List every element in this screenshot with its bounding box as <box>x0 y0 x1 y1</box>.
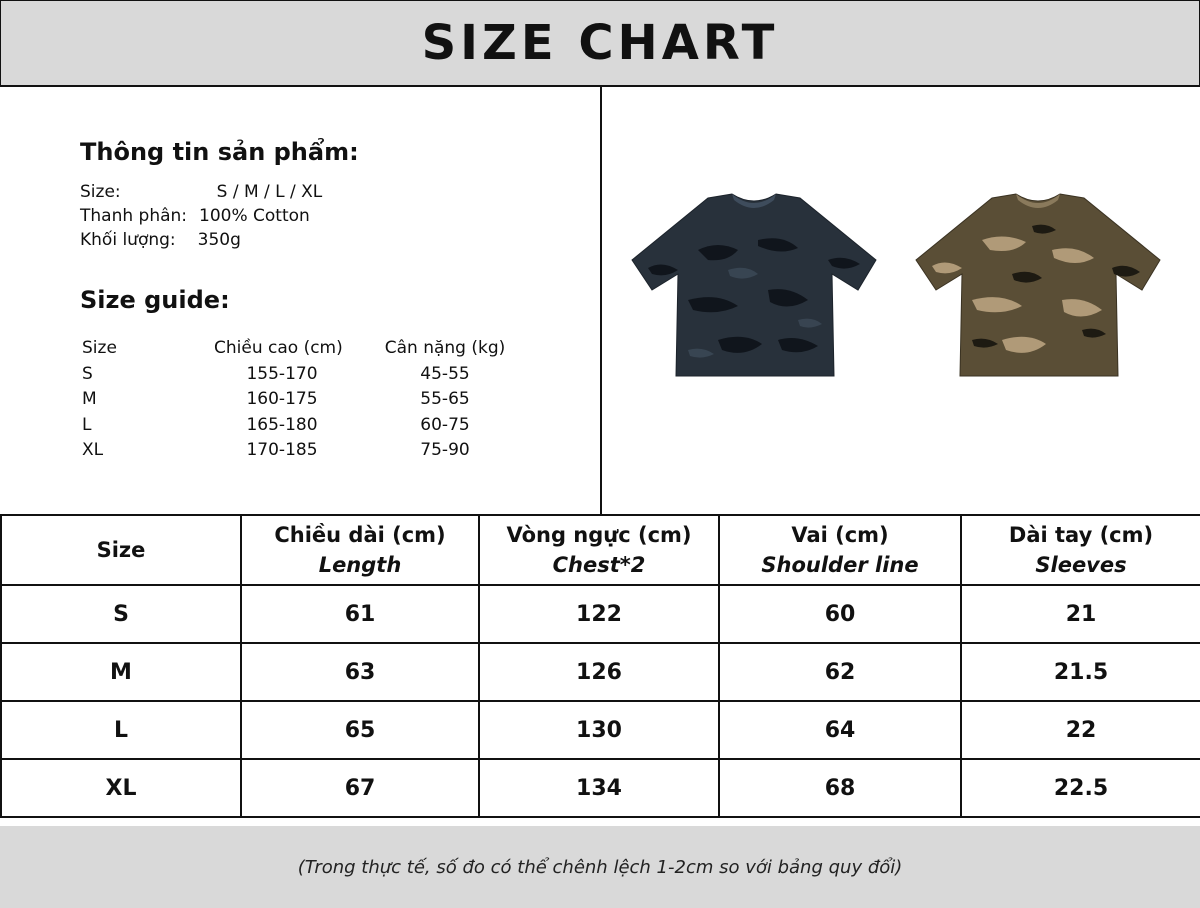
guide-cell: 75-90 <box>420 440 470 460</box>
guide-cell: 170-185 <box>246 440 318 460</box>
header-cell-size <box>1 515 241 585</box>
title-banner <box>0 0 1200 87</box>
product-specs <box>80 180 580 252</box>
header-sublabel: Sleeves <box>1035 553 1127 577</box>
size-guide-row <box>80 438 580 464</box>
header-label: Vòng ngực (cm) <box>506 523 692 547</box>
header-label: Size <box>96 538 146 562</box>
header-sublabel: Chest*2 <box>552 553 646 577</box>
spec-row-size <box>80 180 580 204</box>
table-cell: 62 <box>719 643 961 701</box>
table-header-row <box>1 515 1200 585</box>
table-cell: 134 <box>479 759 719 817</box>
guide-cell: 55-65 <box>420 389 470 409</box>
guide-header-cell: Size <box>82 338 117 358</box>
header-cell-chest <box>479 515 719 585</box>
guide-header-cell: Chiều cao (cm) <box>214 338 343 358</box>
guide-header-cell: Cân nặng (kg) <box>384 338 506 358</box>
table-cell: 68 <box>719 759 961 817</box>
header-cell-shoulder <box>719 515 961 585</box>
table-cell: 63 <box>241 643 479 701</box>
product-info-section <box>80 138 580 252</box>
size-guide-table <box>80 336 580 464</box>
header-label: Vai (cm) <box>791 523 889 547</box>
header-cell-sleeves <box>961 515 1200 585</box>
footer-note-bar <box>0 826 1200 908</box>
size-guide-heading: Size guide: <box>80 286 230 314</box>
table-cell: 122 <box>479 585 719 643</box>
spec-label: Size: <box>80 182 121 202</box>
table-row <box>1 701 1200 759</box>
product-photos <box>620 190 1180 390</box>
spec-value: S / M / L / XL <box>216 182 323 202</box>
size-measurement-table <box>0 514 1200 818</box>
product-info-heading: Thông tin sản phẩm: <box>80 138 359 166</box>
size-guide-header-row <box>80 336 580 362</box>
navy-camo-tshirt-icon <box>628 190 880 380</box>
table-cell: XL <box>1 759 241 817</box>
guide-cell: 160-175 <box>246 389 318 409</box>
brown-camo-tshirt-icon <box>912 190 1164 380</box>
size-guide-row <box>80 387 580 413</box>
table-row <box>1 759 1200 817</box>
table-cell: 22 <box>961 701 1200 759</box>
guide-cell: L <box>82 414 92 435</box>
spec-row-weight <box>80 228 580 252</box>
spec-label: Thanh phân: <box>80 206 188 226</box>
header-label: Dài tay (cm) <box>1008 523 1154 547</box>
table-cell: L <box>1 701 241 759</box>
spec-value: 350g <box>197 230 241 250</box>
table-row <box>1 585 1200 643</box>
table-cell: M <box>1 643 241 701</box>
table-cell: 130 <box>479 701 719 759</box>
table-cell: 67 <box>241 759 479 817</box>
spec-label: Khối lượng: <box>80 230 176 250</box>
header-sublabel: Shoulder line <box>761 553 919 577</box>
guide-cell: 60-75 <box>420 414 470 435</box>
size-guide-row <box>80 413 580 439</box>
guide-cell: 45-55 <box>420 363 470 384</box>
guide-cell: 155-170 <box>246 363 318 384</box>
guide-cell: S <box>82 363 93 384</box>
guide-cell: 165-180 <box>246 414 318 435</box>
table-cell: 21.5 <box>961 643 1200 701</box>
spec-value: 100% Cotton <box>199 206 310 226</box>
spec-row-material <box>80 204 580 228</box>
table-cell: 61 <box>241 585 479 643</box>
table-cell: 64 <box>719 701 961 759</box>
page-title: SIZE CHART <box>421 15 779 71</box>
header-label: Chiều dài (cm) <box>274 523 446 547</box>
table-cell: 65 <box>241 701 479 759</box>
size-guide-row <box>80 362 580 388</box>
table-cell: 21 <box>961 585 1200 643</box>
table-cell: S <box>1 585 241 643</box>
vertical-divider <box>600 86 602 514</box>
footer-note: (Trong thực tế, số đo có thể chênh lệch 1-2cm so với bảng quy đổi) <box>297 856 903 878</box>
guide-cell: M <box>82 389 97 409</box>
header-sublabel: Length <box>318 553 402 577</box>
guide-cell: XL <box>82 440 104 460</box>
size-guide-section <box>80 286 580 464</box>
table-row <box>1 643 1200 701</box>
table-cell: 60 <box>719 585 961 643</box>
header-cell-length <box>241 515 479 585</box>
table-cell: 22.5 <box>961 759 1200 817</box>
table-cell: 126 <box>479 643 719 701</box>
